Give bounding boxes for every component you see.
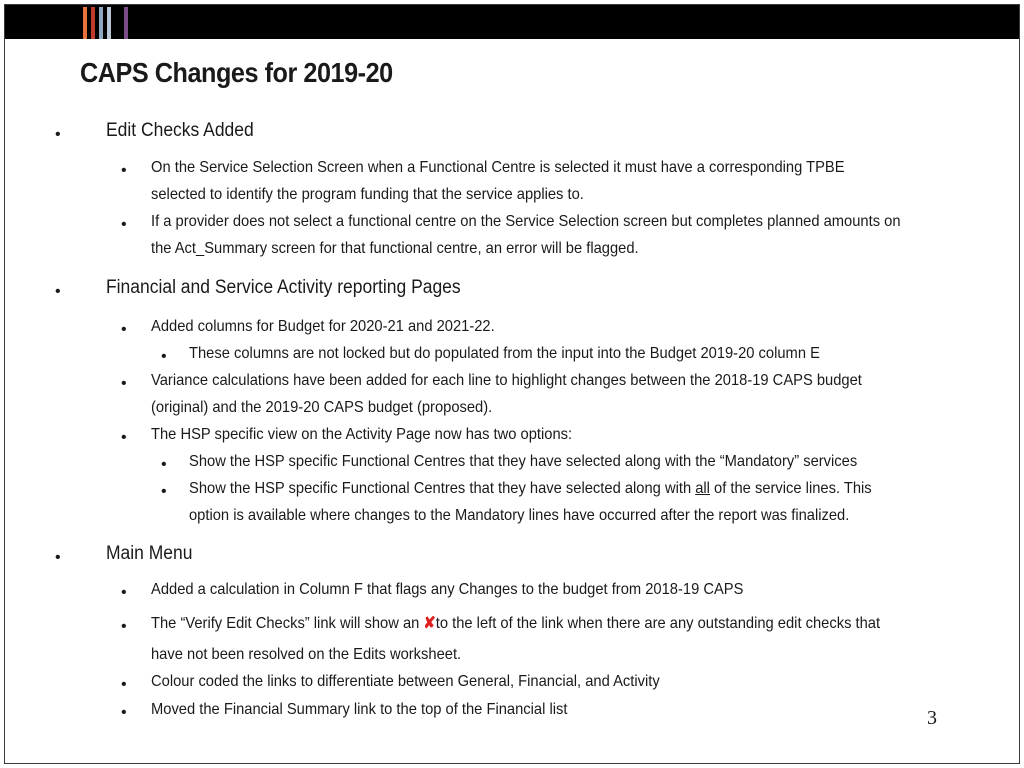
bullet-icon: • [121,704,127,721]
sub-list-item [189,475,872,502]
underlined-word: all [695,480,710,497]
list-item: Added a calculation in Column F that flags any Changes to the budget from 2018-19 CAPS [151,581,744,598]
list-item-continuation: the Act_Summary screen for that functional centre, an error will be flagged. [151,240,639,257]
list-item-continuation: (original) and the 2019-20 CAPS budget (proposed). [151,399,493,416]
list-item: Added columns for Budget for 2020-21 and 2021-22. [151,318,495,335]
bullet-icon: • [55,283,61,300]
sub-list-text: Show the HSP specific Functional Centres that they have selected along with [189,480,696,497]
list-item: Variance calculations have been added for each line to highlight changes between the 2018-19 CAPS budget [151,372,862,389]
sub-list-text: of the service lines. This [709,480,872,497]
bullet-icon: • [121,676,127,693]
section-heading: Financial and Service Activity reporting Pages [106,277,461,298]
bullet-icon: • [121,375,127,392]
section-heading: Edit Checks Added [106,120,254,141]
list-item: On the Service Selection Screen when a Functional Centre is selected it must have a corresponding TPBE [151,159,845,176]
list-text: The “Verify Edit Checks” link will show an [151,615,424,632]
red-x-icon: ✘ [423,615,436,632]
list-text: to the left of the link when there are any outstanding edit checks that [435,615,881,632]
bullet-icon: • [161,348,167,365]
list-item: If a provider does not select a functional centre on the Service Selection screen but completes planned amounts on [151,213,901,230]
sub-list-item-continuation: option is available where changes to the Mandatory lines have occurred after the report was finalized. [189,507,850,524]
sub-list-item: These columns are not locked but do populated from the input into the Budget 2019-20 column E [189,345,820,362]
sub-list-item: Show the HSP specific Functional Centres that they have selected along with the “Mandatory” services [189,453,858,470]
slide-content [5,5,1019,763]
list-item-continuation: have not been resolved on the Edits worksheet. [151,646,462,663]
bullet-icon: • [121,429,127,446]
bullet-icon: • [161,483,167,500]
list-item: Colour coded the links to differentiate between General, Financial, and Activity [151,673,660,690]
bullet-icon: • [121,618,127,635]
list-item [151,610,880,637]
bullet-icon: • [121,321,127,338]
bullet-icon: • [55,549,61,566]
page-number: 3 [927,707,937,729]
bullet-icon: • [121,584,127,601]
section-heading: Main Menu [106,543,193,564]
bullet-icon: • [121,216,127,233]
slide [4,4,1020,764]
bullet-icon: • [161,456,167,473]
bullet-icon: • [55,126,61,143]
list-item: The HSP specific view on the Activity Page now has two options: [151,426,573,443]
bullet-icon: • [121,162,127,179]
list-item: Moved the Financial Summary link to the top of the Financial list [151,701,568,718]
list-item-continuation: selected to identify the program funding that the service applies to. [151,186,584,203]
slide-title: CAPS Changes for 2019-20 [80,57,393,88]
